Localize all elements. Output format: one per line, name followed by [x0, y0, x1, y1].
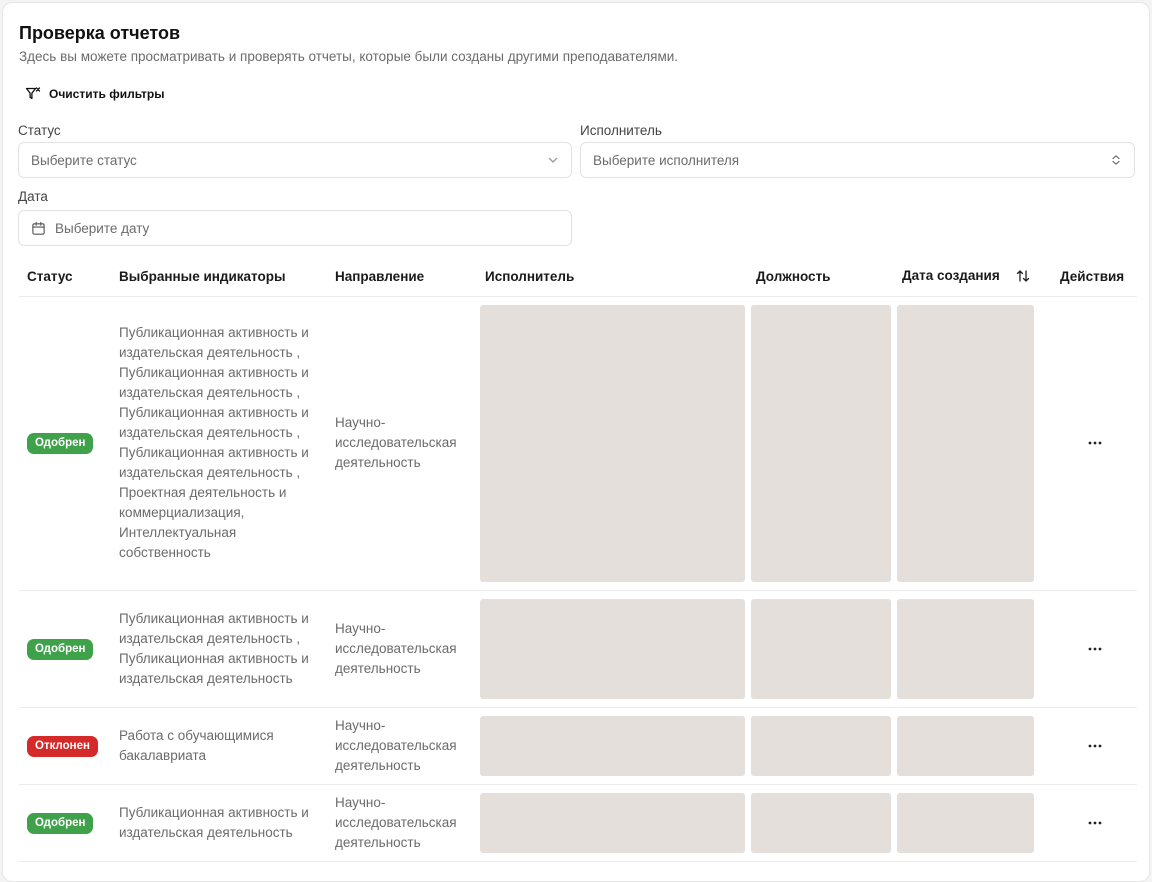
status-badge: Одобрен — [27, 433, 93, 454]
executor-placeholder — [480, 716, 745, 776]
position-placeholder — [751, 793, 891, 853]
status-select[interactable] — [18, 142, 572, 178]
position-placeholder — [751, 599, 891, 699]
ellipsis-icon — [1088, 647, 1102, 651]
date-filter-label: Дата — [18, 189, 48, 204]
indicators-cell: Публикационная активность и издательская деятельность , Публикационная активность и издательская деятельность — [111, 590, 327, 707]
ellipsis-icon — [1088, 821, 1102, 825]
direction-cell: Научно-исследовательская деятельность — [327, 707, 477, 784]
direction-cell: Научно-исследовательская деятельность — [327, 590, 477, 707]
date-picker[interactable] — [18, 210, 572, 246]
direction-cell: Научно-исследовательская деятельность — [327, 784, 477, 861]
created-date-placeholder — [897, 716, 1034, 776]
ellipsis-icon — [1088, 744, 1102, 748]
reports-review-card — [2, 2, 1150, 882]
chevrons-up-down-icon — [1110, 154, 1122, 166]
date-picker-placeholder: Выберите дату — [55, 220, 150, 236]
table-row — [19, 296, 1137, 590]
created-date-placeholder — [897, 793, 1034, 853]
column-header-status: Статус — [19, 257, 111, 296]
page-subtitle: Здесь вы можете просматривать и проверять отчеты, которые были созданы другими преподавателями. — [19, 49, 679, 64]
created-date-header-label: Дата создания — [902, 268, 1000, 284]
clear-filters-button[interactable] — [25, 83, 164, 105]
executor-placeholder — [480, 305, 745, 582]
column-header-actions: Действия — [1052, 257, 1137, 296]
row-actions-button[interactable] — [1052, 647, 1137, 651]
indicators-cell: Публикационная активность и издательская деятельность , Публикационная активность и издательская деятельность , Публикационная активность и издательская деятельность , Публикационная активность и издательская деятельность , Проектная деятельность и коммерциализация, Интеллектуальная собственность — [111, 296, 327, 590]
executor-placeholder — [480, 793, 745, 853]
table-row — [19, 784, 1137, 861]
status-badge: Отклонен — [27, 736, 98, 757]
created-date-placeholder — [897, 305, 1034, 582]
ellipsis-icon — [1088, 441, 1102, 445]
column-header-indicators: Выбранные индикаторы — [111, 257, 327, 296]
column-header-position: Должность — [748, 257, 894, 296]
created-date-placeholder — [897, 599, 1034, 699]
filter-x-icon — [25, 86, 41, 102]
status-filter-label: Статус — [18, 123, 61, 138]
row-actions-button[interactable] — [1052, 821, 1137, 825]
reports-table — [19, 257, 1137, 862]
position-placeholder — [751, 716, 891, 776]
status-badge: Одобрен — [27, 639, 93, 660]
row-actions-button[interactable] — [1052, 441, 1137, 445]
position-placeholder — [751, 305, 891, 582]
executor-filter-label: Исполнитель — [580, 123, 662, 138]
indicators-cell: Публикационная активность и издательская деятельность — [111, 784, 327, 861]
table-row — [19, 707, 1137, 784]
row-actions-button[interactable] — [1052, 744, 1137, 748]
column-header-created-date[interactable] — [894, 257, 1052, 296]
page-title: Проверка отчетов — [19, 23, 181, 43]
executor-select[interactable] — [580, 142, 1135, 178]
column-header-executor: Исполнитель — [477, 257, 748, 296]
status-badge: Одобрен — [27, 813, 93, 834]
executor-placeholder — [480, 599, 745, 699]
arrow-up-down-icon[interactable] — [1015, 268, 1031, 284]
direction-cell: Научно-исследовательская деятельность — [327, 296, 477, 590]
column-header-direction: Направление — [327, 257, 477, 296]
table-header-row — [19, 257, 1137, 296]
chevron-down-icon — [547, 154, 559, 166]
calendar-icon — [31, 221, 46, 236]
indicators-cell: Работа с обучающимися бакалавриата — [111, 707, 327, 784]
table-row — [19, 590, 1137, 707]
clear-filters-label: Очистить фильтры — [49, 87, 165, 101]
status-select-placeholder: Выберите статус — [31, 152, 137, 168]
executor-select-placeholder: Выберите исполнителя — [593, 152, 740, 168]
